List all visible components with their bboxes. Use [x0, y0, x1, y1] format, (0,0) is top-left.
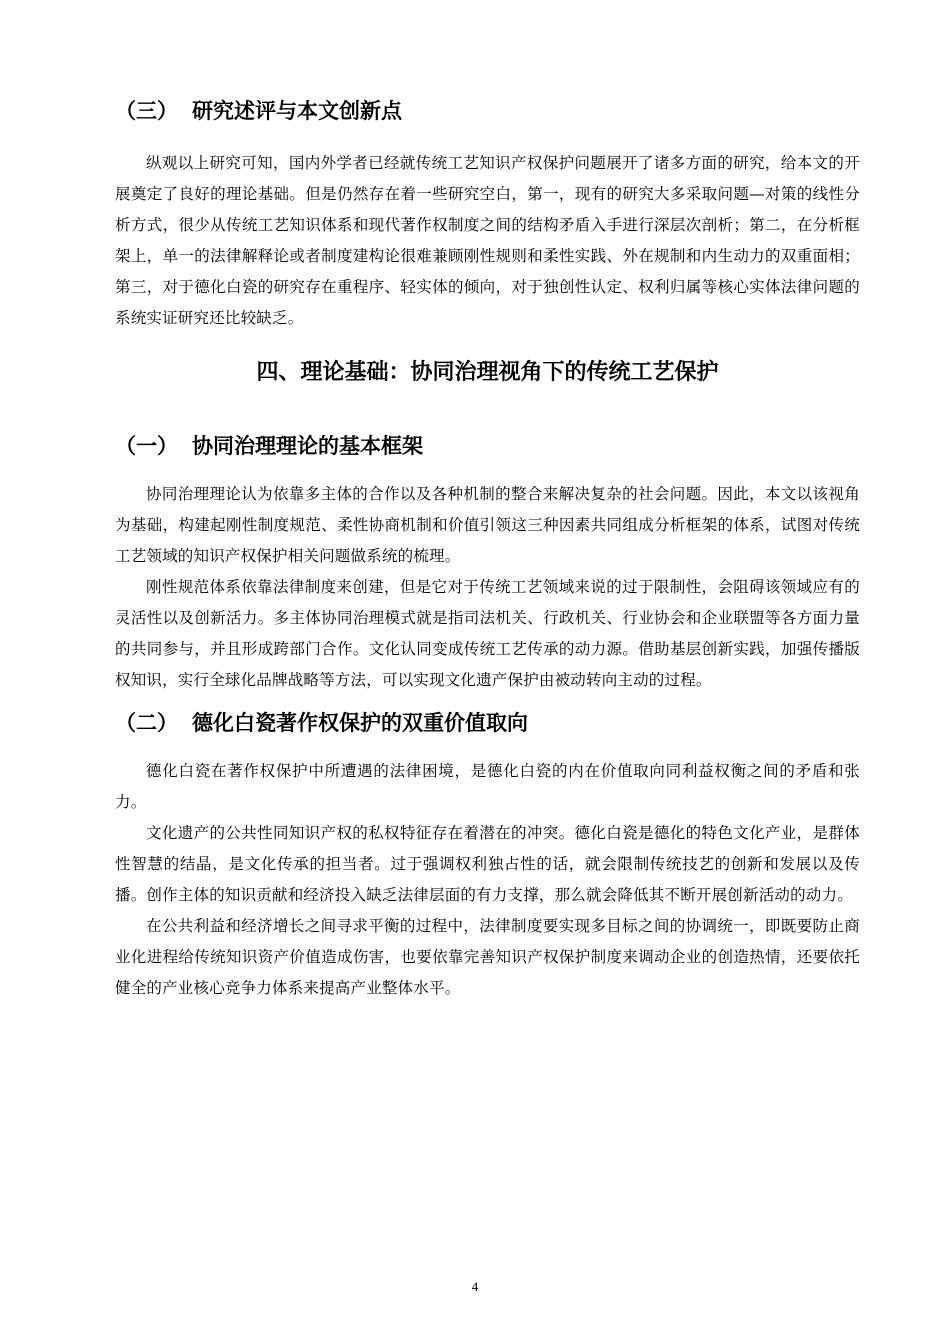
section-number: （二） — [115, 711, 178, 735]
section-heading-3 — [115, 96, 860, 126]
paragraph: 协同治理理论认为依靠多主体的合作以及各种机制的整合来解决复杂的社会问题。因此，本文以该视角为基础，构建起刚性制度规范、柔性协商机制和价值引领这三种因素共同组成分析框架的体系，试图对传统工艺领域的知识产权保护相关问题做系统的梳理。 — [115, 485, 860, 565]
paragraph: 纵观以上研究可知，国内外学者已经就传统工艺知识产权保护问题展开了诸多方面的研究，给本文的开展奠定了良好的理论基础。但是仍然存在着一些研究空白，第一，现有的研究大多采取问题—对策的线性分析方式，很少从传统工艺知识体系和现代著作权制度之间的结构矛盾入手进行深层次剖析；第二，在分析框架上，单一的法律解释论或者制度建构论很难兼顾刚性规则和柔性实践、外在规制和内生动力的双重面相；第三，对于德化白瓷的研究存在重程序、轻实体的倾向，对于独创性认定、权利归属等核心实体法律问题的系统实证研究还比较缺乏。 — [115, 154, 860, 327]
paragraph: 德化白瓷在著作权保护中所遭遇的法律困境，是德化白瓷的内在价值取向同利益权衡之间的矛盾和张力。 — [115, 762, 860, 811]
section-title: 协同治理理论的基本框架 — [192, 434, 423, 458]
section-number: （三） — [115, 99, 178, 123]
section-title: 德化白瓷著作权保护的双重价值取向 — [192, 711, 528, 735]
paragraph: 文化遗产的公共性同知识产权的私权特征存在着潜在的冲突。德化白瓷是德化的特色文化产业，是群体性智慧的结晶，是文化传承的担当者。过于强调权利独占性的话，就会限制传统技艺的创新和发展以及传播。创作主体的知识贡献和经济投入缺乏法律层面的有力支撑，那么就会降低其不断开展创新活动的动力。 — [115, 824, 860, 904]
paragraph: 在公共利益和经济增长之间寻求平衡的过程中，法律制度要实现多目标之间的协调统一，即既要防止商业化进程给传统知识资产价值造成伤害，也要依靠完善知识产权保护制度来调动企业的创造热情，还要依托健全的产业核心竞争力体系来提高产业整体水平。 — [115, 917, 860, 997]
subsection-heading-1 — [115, 431, 860, 461]
section-number: （一） — [115, 434, 178, 458]
page-number: 4 — [471, 1279, 479, 1294]
section-title: 研究述评与本文创新点 — [192, 99, 402, 123]
subsection-heading-2 — [115, 708, 860, 738]
chapter-heading: 四、理论基础：协同治理视角下的传统工艺保护 — [256, 360, 719, 385]
paragraph: 刚性规范体系依靠法律制度来创建，但是它对于传统工艺领域来说的过于限制性，会阻碍该领域应有的灵活性以及创新活力。多主体协同治理模式就是指司法机关、行政机关、行业协会和企业联盟等各方面力量的共同参与，并且形成跨部门合作。文化认同变成传统工艺传承的动力源。借助基层创新实践，加强传播版权知识，实行全球化品牌战略等方法，可以实现文化遗产保护由被动转向主动的过程。 — [115, 578, 860, 689]
page-content — [115, 96, 860, 1004]
